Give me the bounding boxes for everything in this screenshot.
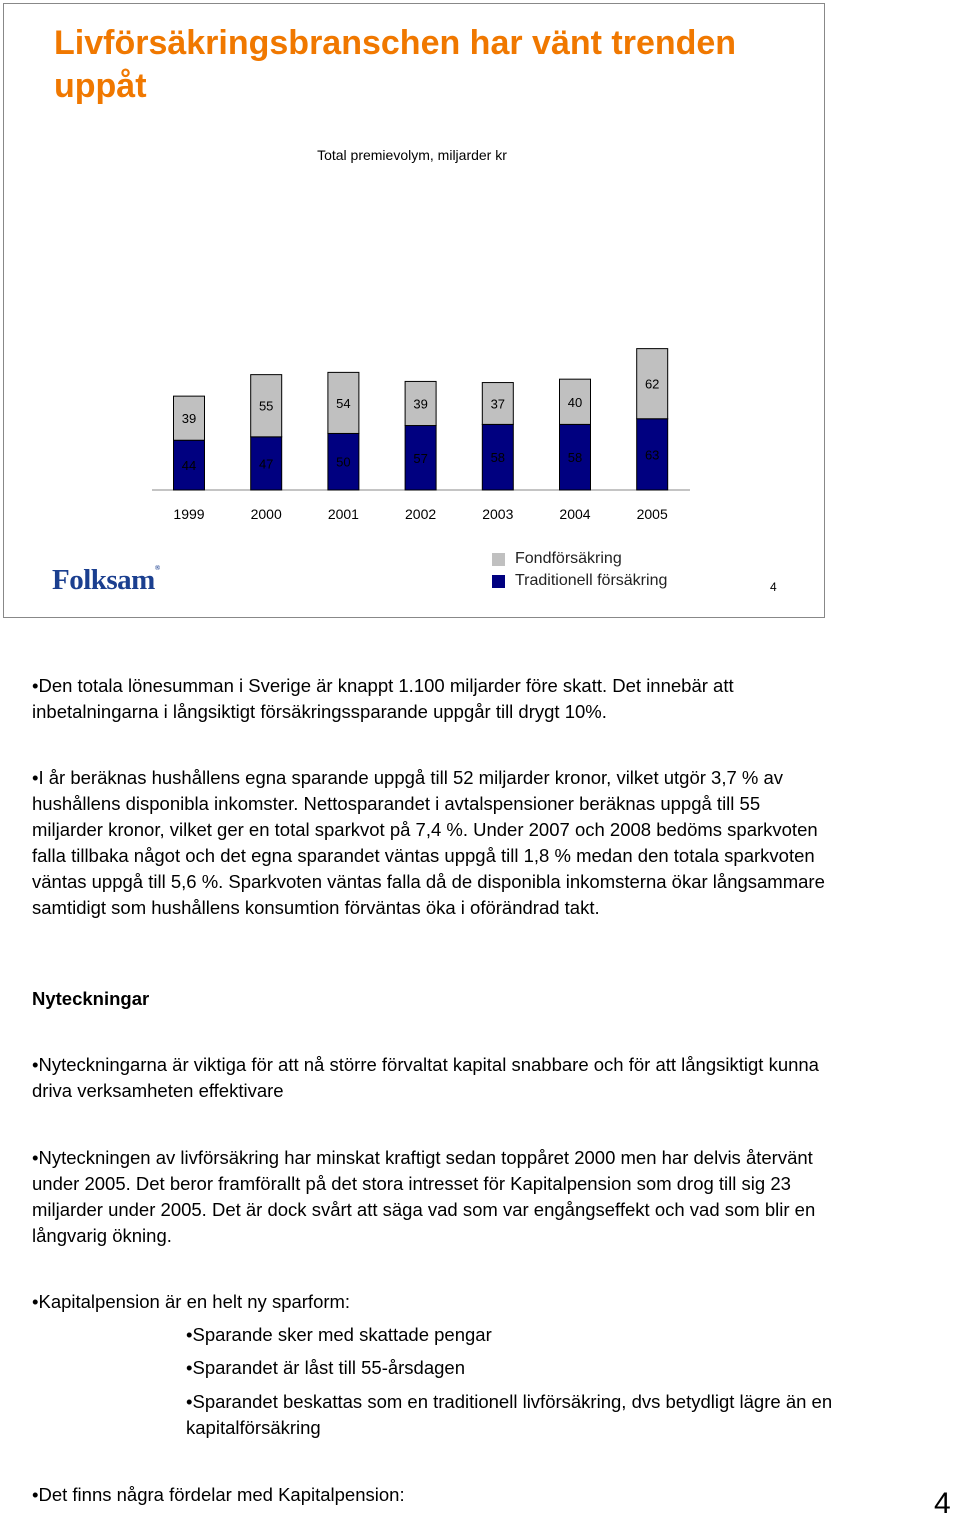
data-label-trad-2001: 50 (336, 454, 351, 470)
data-label-fond-2001: 54 (336, 395, 351, 411)
page-number: 4 (934, 1487, 951, 1520)
data-label-trad-1999: 44 (181, 458, 197, 474)
section-heading: Nyteckningar (32, 988, 150, 1009)
paragraph-nyteckningen: •Nyteckningen av livförsäkring har minskat kraftigt sedan toppåret 2000 men har delvis återvänt under 2005. Det beror framförallt på det stora intresset för Kapitalpension som drog till sig 23 miljarder under 2005. Det är dock svårt att säga vad som var engångseffekt och vad som blir en långvarig ökning. (32, 1147, 816, 1246)
legend-item-trad (492, 570, 667, 592)
chart-title: Total premievolym, miljarder kr (317, 147, 507, 163)
x-tick-label-2005: 2005 (636, 506, 668, 522)
chart-legend (492, 548, 667, 592)
x-tick-label-2001: 2001 (327, 506, 359, 522)
paragraph-fordelar: •Det finns några fördelar med Kapitalpension: (32, 1484, 405, 1505)
x-tick-label-2003: 2003 (482, 506, 514, 522)
data-label-fond-2005: 62 (644, 376, 660, 392)
data-label-fond-2002: 39 (413, 396, 428, 412)
paragraph-sparande: •I år beräknas hushållens egna sparande uppgå till 52 miljarder kronor, vilket utgör 3,7 % av hushållens disponibla inkomster. Nettosparandet i avtalspensioner beräknas uppgå till 55 miljarder kronor, vilket ger en total sparkvot på 7,4 %. Under 2007 och 2008 bedöms sparkvoten falla tillbaka något och det egna sparandet väntas uppgå till 1,8 % medan den totala sparkvoten väntas uppgå till 5,6 %. Sparkvoten väntas falla då de disponibla inkomsterna ökar långsammare samtidigt som hushållens konsumtion förväntas öka i oförändrad takt. (32, 767, 825, 918)
data-label-trad-2002: 57 (413, 450, 428, 466)
legend-swatch-fond (492, 553, 505, 566)
sub-bullet-beskattas: •Sparandet beskattas som en traditionell livförsäkring, dvs betydligt lägre än en kapitalförsäkring (186, 1391, 833, 1438)
data-label-trad-2004: 58 (567, 450, 583, 466)
paragraph-nyteckningar: •Nyteckningarna är viktiga för att nå större förvaltat kapital snabbare och för att långsiktigt kunna driva verksamheten effektivare (32, 1054, 819, 1101)
legend-item-fond (492, 548, 667, 570)
sub-bullet-skattade: •Sparande sker med skattade pengar (186, 1324, 492, 1345)
legend-label-trad: Traditionell försäkring (515, 572, 668, 589)
data-label-trad-2000: 47 (258, 456, 274, 472)
x-tick-label-2004: 2004 (559, 506, 591, 522)
folksam-logo: Folksam® (52, 564, 160, 596)
data-label-fond-2004: 40 (567, 394, 583, 410)
paragraph-lonesumma: •Den totala lönesumman i Sverige är knappt 1.100 miljarder före skatt. Det innebär att inbetalningarna i långsiktigt försäkringssparande uppgår till drygt 10%. (32, 675, 734, 722)
x-tick-label-1999: 1999 (173, 506, 205, 522)
legend-label-fond: Fondförsäkring (515, 550, 622, 567)
paragraph-kapitalpension: •Kapitalpension är en helt ny sparform: (32, 1291, 351, 1312)
data-label-trad-2005: 63 (644, 447, 660, 463)
x-tick-label-2002: 2002 (405, 506, 437, 522)
sub-bullet-last: •Sparandet är låst till 55-årsdagen (186, 1357, 465, 1378)
data-label-trad-2003: 58 (490, 450, 506, 466)
slide-number: 4 (770, 580, 777, 594)
data-label-fond-2003: 37 (490, 396, 506, 412)
data-label-fond-2000: 55 (258, 398, 274, 414)
data-label-fond-1999: 39 (181, 411, 197, 427)
stacked-bar-chart (4, 4, 826, 619)
x-tick-label-2000: 2000 (250, 506, 282, 522)
slide-title: Livförsäkringsbranschen har vänt trenden uppåt (54, 24, 737, 105)
legend-swatch-trad (492, 575, 505, 588)
slide (3, 3, 825, 618)
